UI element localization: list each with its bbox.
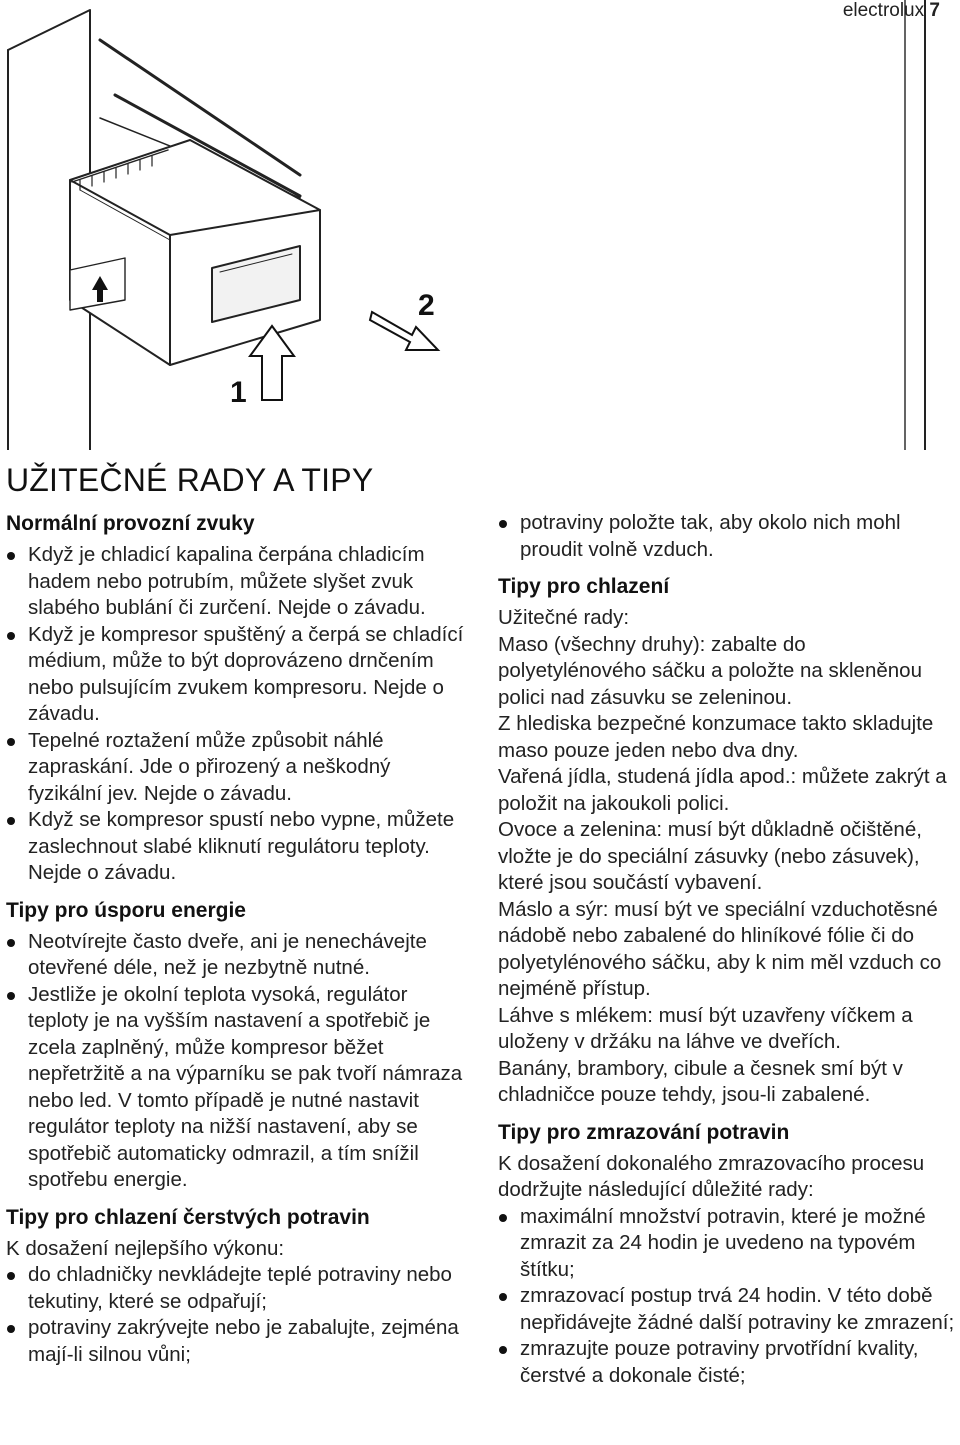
page-title: UŽITEČNÉ RADY A TIPY — [6, 462, 374, 498]
page-number: 7 — [929, 0, 940, 21]
list-item: Když je kompresor spuštěný a čerpá se chladící médium, může to být doprovázeno drnčením nebo pulsujícím zvukem kompresoru. Nejde o závadu. — [6, 622, 466, 728]
list-energy-saving — [6, 929, 466, 1194]
list-item: zmrazovací postup trvá 24 hodin. V této době nepřidávejte žádné další potraviny ke zmrazení; — [498, 1283, 958, 1336]
heading-normal-sounds: Normální provozní zvuky — [6, 512, 255, 535]
list-item: Když je chladicí kapalina čerpána chladicím hadem nebo potrubím, můžete slyšet zvuk slabého bublání či zurčení. Nejde o závadu. — [6, 542, 466, 622]
refrigeration-intro: Užitečné rady: — [498, 606, 630, 629]
refrigeration-tip: Máslo a sýr: musí být ve speciální vzduchotěsné nádobě nebo zabalené do hliníkové fólie či do polyetylénového sáčku, aby k nim měl vzduch co nejméně přístup. — [498, 897, 942, 1000]
refrigeration-tip: Maso (všechny druhy): zabalte do polyetylénového sáčku a položte na skleněnou polici nad zásuvku se zeleninou. — [498, 632, 922, 709]
step-label-one: 1 — [230, 376, 247, 409]
refrigeration-tip: Ovoce a zelenina: musí být důkladně očištěné, vložte je do speciální zásuvky (nebo zásuvek), které jsou součástí vybavení. — [498, 818, 922, 894]
list-item: zmrazujte pouze potraviny prvotřídní kvality, čerstvé a dokonale čisté; — [498, 1336, 958, 1389]
right-column — [498, 510, 958, 1389]
list-item: Tepelné roztažení může způsobit náhlé zapraskání. Jde o přirozený a neškodný fyzikální jev. Nejde o závadu. — [6, 728, 466, 808]
list-item: Jestliže je okolní teplota vysoká, regulátor teploty je na vyšším nastavení a spotřebič je zcela zaplněný, může kompresor běžet nepřetržitě a na výparníku se pak tvoří námraza nebo led. V tomto případě je nutné nastavit regulátor teploty na nižší nastavení, aby se spotřebič automaticky odmrazil, a tím snížil spotřebu energie. — [6, 982, 466, 1194]
heading-refrigeration: Tipy pro chlazení — [498, 575, 670, 598]
heading-fresh-food: Tipy pro chlazení čerstvých potravin — [6, 1205, 370, 1229]
heading-freezing: Tipy pro zmrazování potravin — [498, 1120, 790, 1144]
refrigeration-tip: Z hlediska bezpečné konzumace takto skladujte maso pouze jeden nebo dva dny. — [498, 712, 934, 762]
list-item: maximální množství potravin, které je možné zmrazit za 24 hodin je uvedeno na typovém štítku; — [498, 1204, 958, 1284]
list-item: potraviny zakrývejte nebo je zabalujte, zejména mají-li silnou vůni; — [6, 1315, 466, 1368]
list-fresh-food — [6, 1262, 466, 1368]
list-item: Neotvírejte často dveře, ani je nenechávejte otevřené déle, než je nezbytně nutné. — [6, 929, 466, 982]
crisper-drawer-removal-illustration — [0, 0, 960, 450]
left-column — [6, 510, 466, 1368]
list-normal-sounds — [6, 542, 466, 887]
list-item: Když se kompresor spustí nebo vypne, můžete zaslechnout slabé kliknutí regulátoru teploty. Nejde o závadu. — [6, 807, 466, 887]
list-item: potraviny položte tak, aby okolo nich mohl proudit volně vzduch. — [498, 510, 958, 563]
step-label-two: 2 — [418, 289, 435, 322]
brand-name: electrolux — [842, 0, 925, 21]
refrigeration-tip: Banány, brambory, cibule a česnek smí být v chladničce pouze tehdy, jsou-li zabalené. — [498, 1056, 903, 1106]
list-freezing — [498, 1204, 958, 1390]
freezing-intro: K dosažení dokonalého zmrazovacího procesu dodržujte následující důležité rady: — [498, 1151, 925, 1201]
list-item: do chladničky nevkládejte teplé potraviny nebo tekutiny, které se odpařují; — [6, 1262, 466, 1315]
refrigeration-tip: Vařená jídla, studená jídla apod.: můžete zakrýt a položit na jakoukoli polici. — [498, 765, 947, 815]
list-fresh-food-continued — [498, 510, 958, 563]
refrigeration-tip: Láhve s mlékem: musí být uzavřeny víčkem a uloženy v držáku na láhve ve dveřích. — [498, 1003, 913, 1053]
heading-energy-saving: Tipy pro úsporu energie — [6, 898, 246, 922]
fresh-food-intro: K dosažení nejlepšího výkonu: — [6, 1236, 285, 1260]
